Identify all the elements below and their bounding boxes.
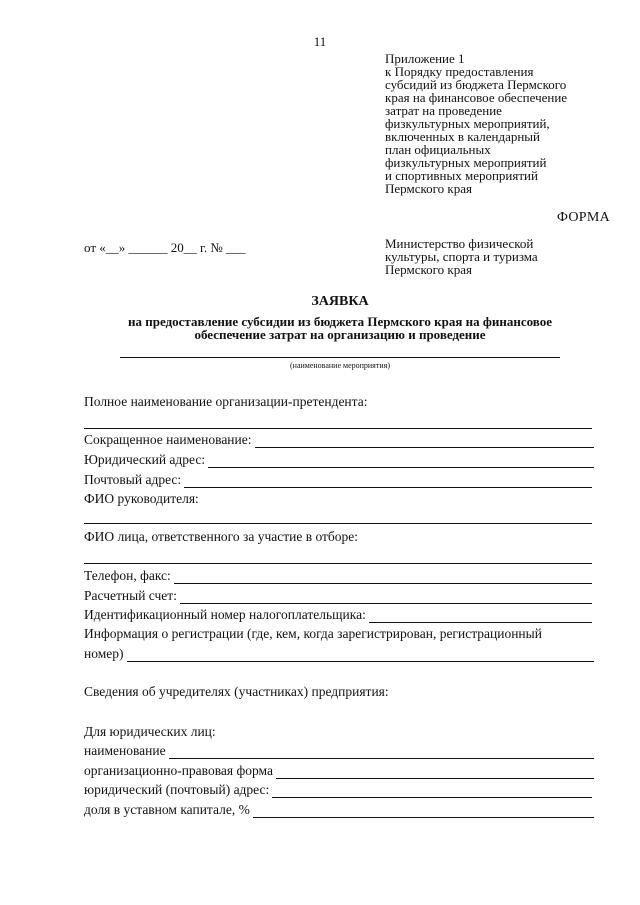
le-name-blank[interactable] [169,746,594,759]
le-form-label: организационно-правовая форма [84,763,273,778]
legal-entities-heading [84,724,216,740]
inn-field [84,607,592,623]
addressee-line: Пермского края [385,262,472,277]
account-blank[interactable] [180,591,592,604]
inn-blank[interactable] [369,610,592,623]
legal-address-field [84,452,594,468]
le-address-field [84,782,592,798]
full-name-label: Полное наименование организации-претендента: [84,394,368,409]
postal-address-blank[interactable] [184,475,592,488]
subtitle-line: обеспечение затрат на организацию и проведение [194,327,486,342]
document-subtitle [80,315,600,341]
legal-entities-label: Для юридических лиц: [84,724,216,739]
le-share-blank[interactable] [253,805,594,818]
le-share-field [84,802,594,818]
director-blank[interactable] [84,523,592,524]
appendix-line: края на финансовое обеспечение [385,90,568,105]
event-name-blank[interactable] [120,357,560,358]
account-label: Расчетный счет: [84,588,177,603]
account-field [84,588,592,604]
addressee-block [385,237,625,276]
registration-label: Информация о регистрации (где, кем, когда зарегистрирован, регистрационный [84,626,542,641]
short-name-label: Сокращенное наименование: [84,432,252,447]
form-label: ФОРМА [556,210,610,225]
postal-address-field [84,472,592,488]
phone-blank[interactable] [174,571,592,584]
le-name-field [84,743,594,759]
appendix-line: включенных в календарный [385,129,541,144]
legal-address-label: Юридический адрес: [84,452,206,467]
short-name-field [84,432,594,448]
addressee-line: Министерство физической [385,236,534,251]
appendix-line: Приложение 1 [385,51,465,66]
registration-label-cont: номер) [84,646,124,661]
phone-label: Телефон, факс: [84,568,171,583]
appendix-line: Пермского края [385,181,472,196]
appendix-note [385,52,625,195]
registration-field [84,626,542,642]
founders-label: Сведения об учредителях (участниках) предприятия: [84,684,389,699]
full-name-field [84,394,367,410]
addressee-line: культуры, спорта и туризма [385,249,538,264]
appendix-line: физкультурных мероприятий [385,155,547,170]
document-title: ЗАЯВКА [311,294,369,309]
responsible-field [84,529,358,545]
appendix-line: план официальных [385,142,491,157]
appendix-line: субсидий из бюджета Пермского [385,77,567,92]
responsible-label: ФИО лица, ответственного за участие в отборе: [84,529,359,544]
director-field [84,491,199,507]
inn-label: Идентификационный номер налогоплательщика: [84,607,366,622]
postal-address-label: Почтовый адрес: [84,472,182,487]
short-name-blank[interactable] [255,435,594,448]
registration-blank[interactable] [127,649,595,662]
le-form-blank[interactable] [276,766,594,779]
appendix-line: и спортивных мероприятий [385,168,538,183]
registration-field-cont [84,646,594,662]
le-address-label: юридический (почтовый) адрес: [84,782,270,797]
le-name-label: наименование [84,743,166,758]
appendix-line: затрат на проведение [385,103,502,118]
director-label: ФИО руководителя: [84,491,199,506]
appendix-line: физкультурных мероприятий, [385,116,550,131]
founders-heading [84,684,389,700]
subtitle-line: на предоставление субсидии из бюджета Пермского края на финансовое [128,314,552,329]
le-share-label: доля в уставном капитале, % [84,802,250,817]
appendix-line: к Порядку предоставления [385,64,534,79]
date-number-line: от «__» ______ 20__ г. № ___ [84,240,246,255]
phone-field [84,568,592,584]
le-form-field [84,763,594,779]
page-number: 11 [313,34,327,49]
event-name-caption: (наименование мероприятия) [290,361,390,370]
full-name-blank[interactable] [84,428,592,429]
responsible-blank[interactable] [84,563,592,564]
le-address-blank[interactable] [272,785,592,798]
legal-address-blank[interactable] [208,455,594,468]
